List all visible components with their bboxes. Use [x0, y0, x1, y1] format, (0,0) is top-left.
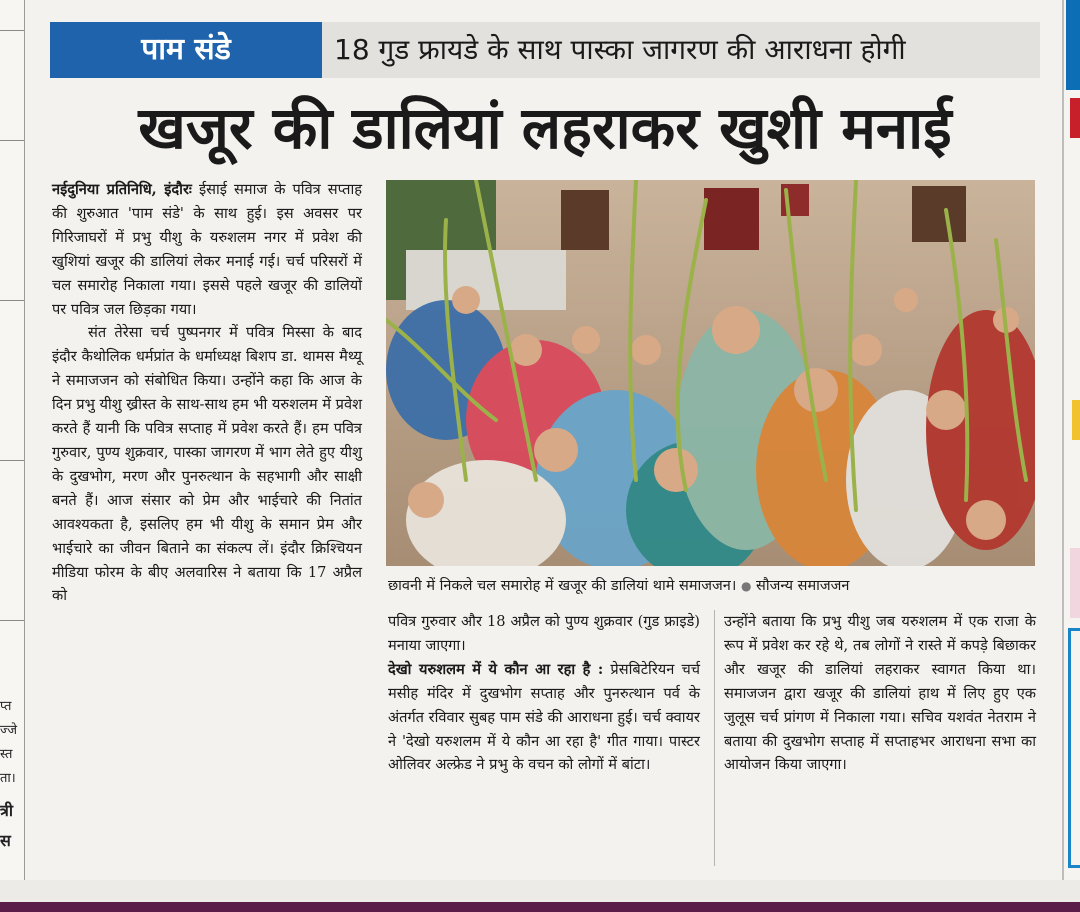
article-column-2 — [388, 610, 700, 777]
crowd-photo-illustration — [386, 180, 1035, 566]
edge-fragment: प्त — [0, 699, 12, 714]
column-divider — [714, 610, 715, 866]
edge-fragment: स — [0, 831, 11, 850]
news-photo — [386, 180, 1035, 566]
section-tag: पाम संडे — [50, 22, 322, 78]
article-column-3 — [724, 610, 1036, 777]
paragraph: ईसाई समाज के पवित्र सप्ताह की शुरुआत 'पाम संडे' के साथ हुई। इस अवसर पर गिरिजाघरों में प्रभु यीशु के यरुशलम नगर में प्रवेश की खुशियां खजूर की डालियां लेकर मनाई गई। चर्च परिसरों में चल समारोह निकाला गया। इससे पहले खजूर की डालियों पर पवित्र जल छिड़का गया। — [52, 181, 363, 318]
paragraph: संत तेरेसा चर्च पुष्पनगर में पवित्र मिस्सा के बाद इंदौर कैथोलिक धर्मप्रांत के धर्माध्यक्ष बिशप डा. थामस मैथ्यू ने समाजजन को संबोधित किया। उन्होंने कहा कि आज के दिन प्रभु यीशु ख्रीस्त के साथ-साथ हम भी यरुशलम में प्रवेश करते हैं यानी कि पवित्र सप्ताह में प्रवेश करते हैं। हम पवित्र गुरुवार, पुण्य शुक्रवार, पास्का जागरण में भाग लेते हुए यीशु के दुखभोग, मरण और पुनरुत्थान के सहभागी और साक्षी बनते हैं। आज संसार को प्रेम और भाईचारे की नितांत आवश्यकता है, इसलिए हम भी यीशु के समान प्रेम और भाईचारे का जीवन बिताने का संकल्प लें। इंदौर क्रिश्चियन मीडिया फोरम के बीए अलवारिस ने बताया कि 17 अप्रैल को — [52, 324, 362, 605]
photo-caption — [388, 572, 1034, 600]
kicker-bar — [50, 22, 1040, 78]
bullet-dot-icon: ● — [740, 579, 752, 593]
paragraph: पवित्र गुरुवार और 18 अप्रैल को पुण्य शुक्रवार (गुड फ्राइडे) मनाया जाएगा। — [388, 613, 700, 654]
paragraph: प्रेसबिटेरियन चर्च मसीह मंदिर में दुखभोग सप्ताह और पुनरुत्थान पर्व के अंतर्गत रविवार सुबह पाम संडे की आराधना हुई। चर्च क्वायर ने 'देखो यरुशलम में ये कौन आ रहा है' गीत गाया। पास्टर ओलिवर अल्फ्रेड ने प्रभु के वचन को लोगों में बांटा। — [388, 660, 700, 774]
subheading: देखो यरुशलम में ये कौन आ रहा है : — [388, 660, 604, 678]
article-column-1 — [52, 178, 362, 608]
column-rule — [0, 620, 24, 621]
caption-text: छावनी में निकले चल समारोह में खजूर की डालियां थामे समाजजन। — [388, 578, 737, 594]
right-neighbor-column — [1062, 0, 1080, 880]
column-rule — [0, 460, 24, 461]
edge-fragment: त्री — [0, 801, 13, 820]
edge-fragment: ता। — [0, 771, 16, 786]
red-block — [1070, 98, 1080, 138]
paragraph: उन्होंने बताया कि प्रभु यीशु जब यरुशलम में एक राजा के रूप में प्रवेश कर रहे थे, तब लोगों ने रास्ते में कपड़े बिछाकर और खजूर की डालियां लहराकर स्वागत किया था। समाजजन द्वारा खजूर की डालियां हाथ में लिए हुए एक जुलूस चर्च प्रांगण में निकाला गया। सचिव यशवंत नेतराम ने बताया की दुखभोग सप्ताह में सप्ताहभर आराधना सभा का आयोजन किया जाएगा। — [724, 613, 1036, 774]
blue-frame — [1068, 628, 1080, 868]
edge-fragment: ज्जे — [0, 723, 18, 738]
blue-block — [1066, 0, 1080, 90]
edge-fragment: स्त — [0, 747, 13, 762]
subheadline: 18 गुड फ्रायडे के साथ पास्का जागरण की आराधना होगी — [334, 33, 906, 66]
column-rule — [0, 300, 24, 301]
dateline: नईदुनिया प्रतिनिधि, इंदौरः — [52, 181, 192, 198]
yellow-block — [1072, 400, 1080, 440]
headline: खजूर की डालियां लहराकर खुशी मनाई — [138, 94, 952, 162]
photo-credit: सौजन्य समाजजन — [756, 578, 850, 594]
page-bottom-margin — [0, 880, 1080, 902]
column-rule — [0, 140, 24, 141]
column-rule — [0, 30, 24, 31]
pink-block — [1070, 548, 1080, 618]
left-neighbor-column — [0, 0, 25, 880]
page-bottom-bar — [0, 902, 1080, 912]
